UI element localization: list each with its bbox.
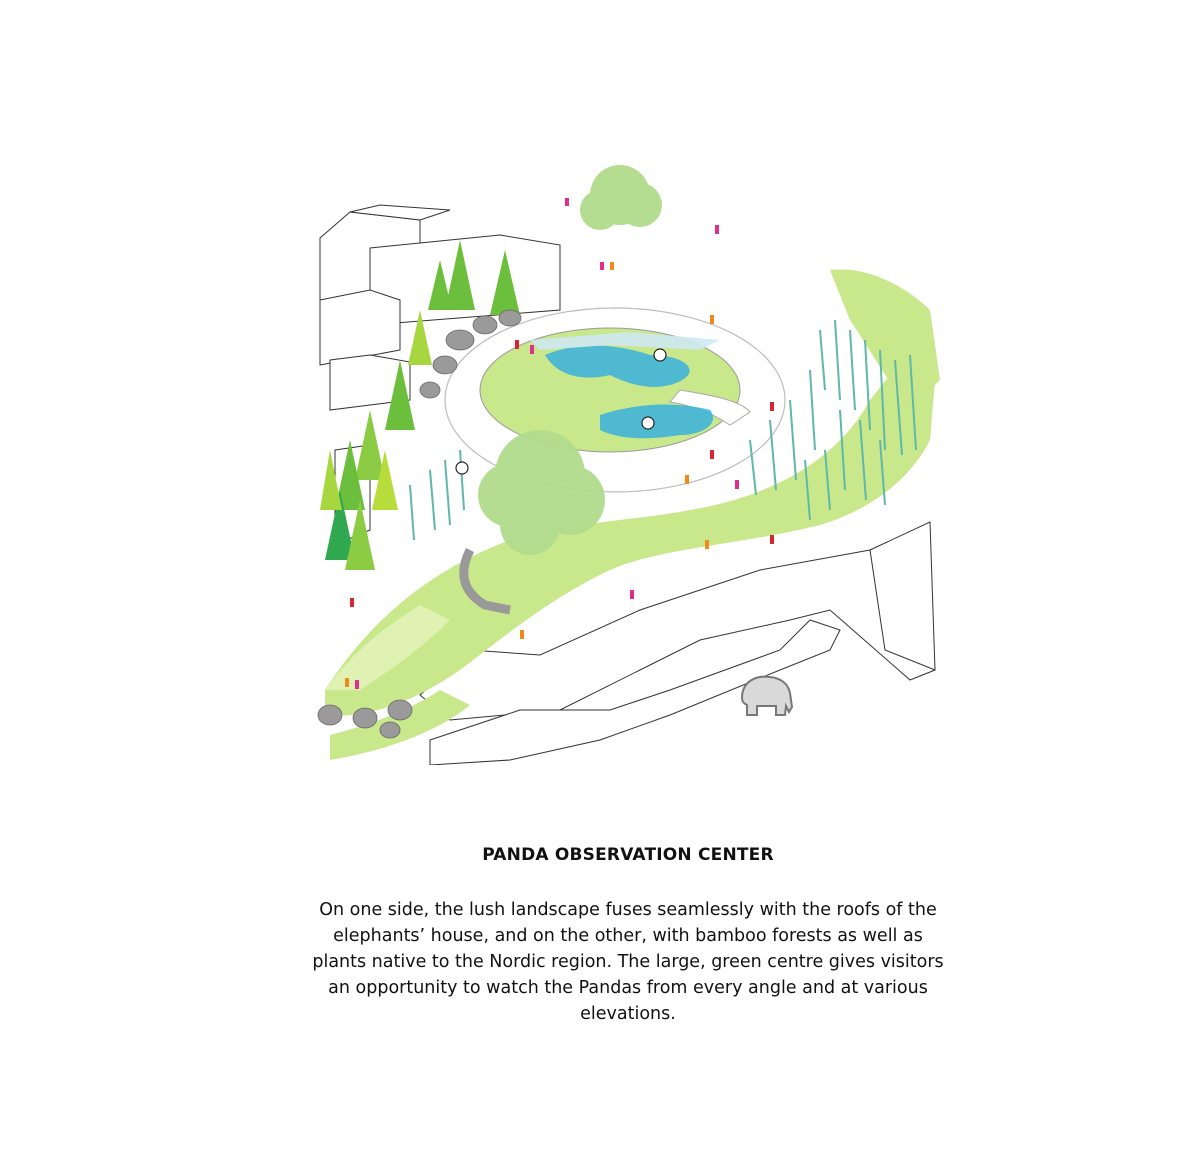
panel-title: PANDA OBSERVATION CENTER: [482, 845, 774, 865]
description-text: On one side, the lush landscape fuses seamlessly with the roofs of the elephants’ house, and on the other, with bamboo forests as well as plants native to the Nordic region. The large, green centre gives visitors an opportunity to watch the Pandas from every angle and at various elevations.: [312, 900, 944, 1024]
elephant-icon: [742, 677, 792, 715]
panda-center-illustration: [310, 150, 940, 765]
